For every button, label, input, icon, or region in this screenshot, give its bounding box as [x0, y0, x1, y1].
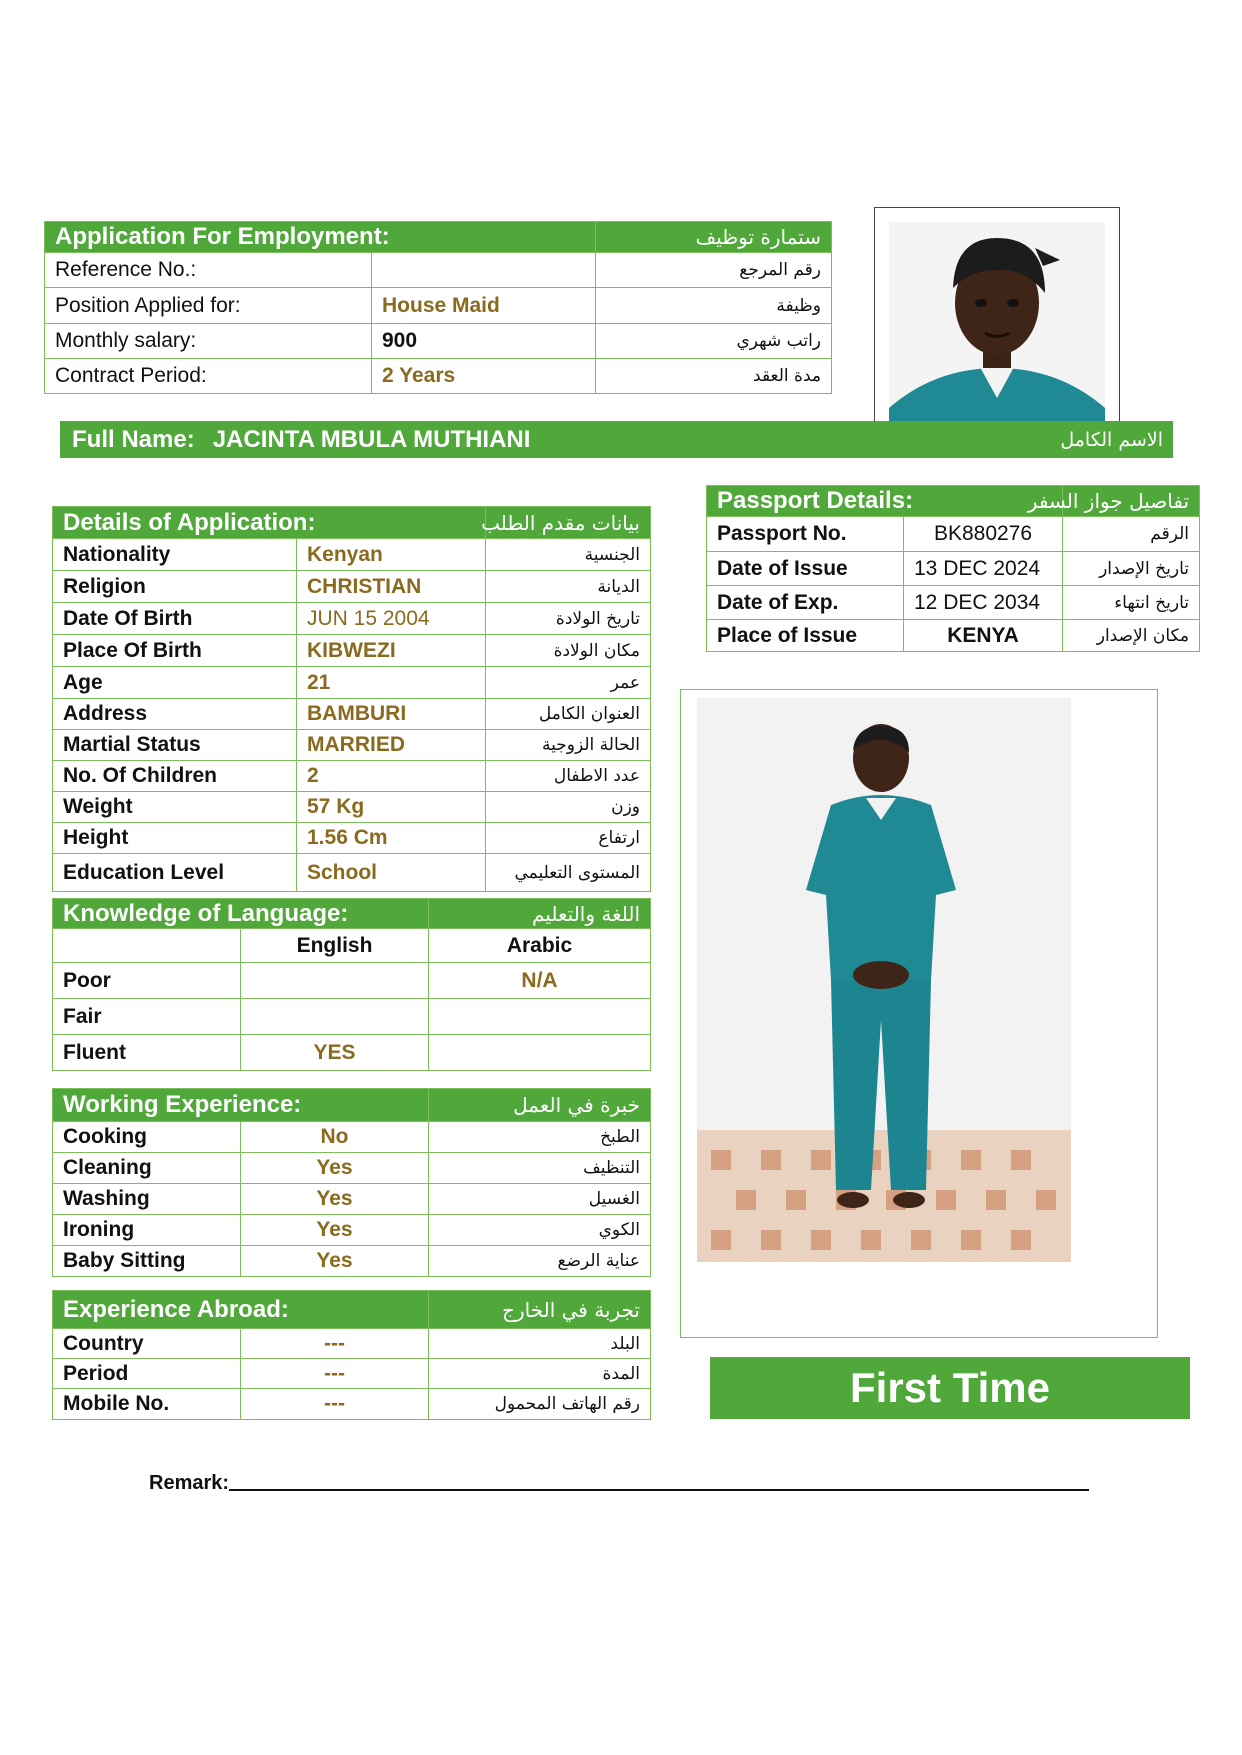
- employment-table: [44, 221, 832, 394]
- religion-label: Religion: [53, 571, 297, 603]
- expiry-date-value: 12 DEC 2034: [904, 586, 1063, 620]
- language-table: [52, 898, 651, 1071]
- cleaning-label: Cleaning: [53, 1153, 241, 1184]
- employment-title-ar: ستمارة توظيف: [596, 222, 832, 253]
- height-value: 1.56 Cm: [297, 823, 486, 854]
- details-table: [52, 506, 651, 892]
- salary-label: Monthly salary:: [45, 324, 372, 359]
- place-of-birth-value: KIBWEZI: [297, 635, 486, 667]
- baby-sitting-value: Yes: [241, 1246, 429, 1277]
- children-label-ar: عدد الاطفال: [486, 761, 651, 792]
- dob-value: JUN 15 2004: [297, 603, 486, 635]
- baby-sitting-label-ar: عناية الرضع: [429, 1246, 651, 1277]
- full-name-label: Full Name:: [72, 425, 195, 453]
- nationality-label-ar: الجنسية: [486, 539, 651, 571]
- expiry-date-label: Date of Exp.: [707, 586, 904, 620]
- age-value: 21: [297, 667, 486, 699]
- reference-label-ar: رقم المرجع: [596, 253, 832, 288]
- reference-value: [372, 253, 596, 288]
- washing-label-ar: الغسيل: [429, 1184, 651, 1215]
- first-time-banner: [710, 1357, 1190, 1419]
- remark-line[interactable]: [229, 1488, 1089, 1491]
- weight-label-ar: وزن: [486, 792, 651, 823]
- employment-title: Application For Employment:: [45, 222, 596, 253]
- country-value: ---: [241, 1329, 429, 1359]
- passport-table: [706, 485, 1200, 652]
- place-of-birth-label-ar: مكان الولادة: [486, 635, 651, 667]
- nationality-label: Nationality: [53, 539, 297, 571]
- height-label-ar: ارتفاع: [486, 823, 651, 854]
- religion-value: CHRISTIAN: [297, 571, 486, 603]
- washing-label: Washing: [53, 1184, 241, 1215]
- fluent-arabic: [429, 1035, 651, 1071]
- children-value: 2: [297, 761, 486, 792]
- weight-label: Weight: [53, 792, 297, 823]
- nationality-value: Kenyan: [297, 539, 486, 571]
- contract-value: 2 Years: [372, 359, 596, 394]
- language-title-ar: اللغة والتعليم: [429, 899, 651, 929]
- salary-value: 900: [372, 324, 596, 359]
- address-label: Address: [53, 699, 297, 730]
- marital-status-label: Martial Status: [53, 730, 297, 761]
- fair-arabic: [429, 999, 651, 1035]
- address-label-ar: العنوان الكامل: [486, 699, 651, 730]
- cooking-label-ar: الطبخ: [429, 1122, 651, 1153]
- full-name-label-ar: الاسم الكامل: [1060, 428, 1163, 451]
- mobile-label: Mobile No.: [53, 1389, 241, 1420]
- marital-status-value: MARRIED: [297, 730, 486, 761]
- marital-status-label-ar: الحالة الزوجية: [486, 730, 651, 761]
- first-time-text: First Time: [850, 1364, 1050, 1411]
- washing-value: Yes: [241, 1184, 429, 1215]
- abroad-title: Experience Abroad:: [53, 1291, 429, 1329]
- full-body-photo: [681, 690, 1157, 1337]
- salary-label-ar: راتب شهري: [596, 324, 832, 359]
- full-body-photo-frame: [680, 689, 1158, 1338]
- address-value: BAMBURI: [297, 699, 486, 730]
- remark-row: [149, 1463, 1089, 1495]
- place-of-issue-label: Place of Issue: [707, 620, 904, 652]
- height-label: Height: [53, 823, 297, 854]
- position-label-ar: وظيفة: [596, 288, 832, 324]
- mobile-label-ar: رقم الهاتف المحمول: [429, 1389, 651, 1420]
- cooking-label: Cooking: [53, 1122, 241, 1153]
- passport-title-ar: تفاصيل جواز السفر: [1063, 486, 1200, 517]
- english-header: English: [241, 929, 429, 963]
- fair-label: Fair: [53, 999, 241, 1035]
- education-label: Education Level: [53, 854, 297, 892]
- arabic-header: Arabic: [429, 929, 651, 963]
- mobile-value: ---: [241, 1389, 429, 1420]
- place-of-issue-label-ar: مكان الإصدار: [1063, 620, 1200, 652]
- cooking-value: No: [241, 1122, 429, 1153]
- expiry-date-label-ar: تاريخ انتهاء: [1063, 586, 1200, 620]
- abroad-table: [52, 1290, 651, 1420]
- experience-title: Working Experience:: [53, 1089, 429, 1122]
- fluent-english: YES: [241, 1035, 429, 1071]
- headshot-photo: [875, 208, 1119, 434]
- period-value: ---: [241, 1359, 429, 1389]
- fair-english: [241, 999, 429, 1035]
- contract-label: Contract Period:: [45, 359, 372, 394]
- issue-date-value: 13 DEC 2024: [904, 552, 1063, 586]
- headshot-photo-frame: [874, 207, 1120, 435]
- dob-label-ar: تاريخ الولادة: [486, 603, 651, 635]
- children-label: No. Of Children: [53, 761, 297, 792]
- dob-label: Date Of Birth: [53, 603, 297, 635]
- poor-english: [241, 963, 429, 999]
- ironing-label: Ironing: [53, 1215, 241, 1246]
- ironing-value: Yes: [241, 1215, 429, 1246]
- passport-no-label-ar: الرقم: [1063, 517, 1200, 552]
- details-title-ar: بيانات مقدم الطلب: [486, 507, 651, 539]
- issue-date-label-ar: تاريخ الإصدار: [1063, 552, 1200, 586]
- place-of-issue-value: KENYA: [904, 620, 1063, 652]
- weight-value: 57 Kg: [297, 792, 486, 823]
- passport-no-value: BK880276: [904, 517, 1063, 552]
- age-label-ar: عمر: [486, 667, 651, 699]
- religion-label-ar: الديانة: [486, 571, 651, 603]
- passport-title: Passport Details:: [707, 486, 1063, 517]
- reference-label: Reference No.:: [45, 253, 372, 288]
- age-label: Age: [53, 667, 297, 699]
- baby-sitting-label: Baby Sitting: [53, 1246, 241, 1277]
- position-value: House Maid: [372, 288, 596, 324]
- position-label: Position Applied for:: [45, 288, 372, 324]
- abroad-title-ar: تجربة في الخارج: [429, 1291, 651, 1329]
- country-label-ar: البلد: [429, 1329, 651, 1359]
- experience-title-ar: خبرة في العمل: [429, 1089, 651, 1122]
- ironing-label-ar: الكوي: [429, 1215, 651, 1246]
- passport-no-label: Passport No.: [707, 517, 904, 552]
- details-title: Details of Application:: [53, 507, 486, 539]
- full-name-bar: [60, 421, 1173, 458]
- full-name-value: JACINTA MBULA MUTHIANI: [212, 425, 531, 453]
- language-title: Knowledge of Language:: [53, 899, 429, 929]
- remark-label: Remark:: [149, 1472, 230, 1494]
- poor-label: Poor: [53, 963, 241, 999]
- fluent-label: Fluent: [53, 1035, 241, 1071]
- issue-date-label: Date of Issue: [707, 552, 904, 586]
- experience-table: [52, 1088, 651, 1277]
- education-value: School: [297, 854, 486, 892]
- poor-arabic: N/A: [429, 963, 651, 999]
- language-corner: [53, 929, 241, 963]
- cleaning-value: Yes: [241, 1153, 429, 1184]
- cleaning-label-ar: التنظيف: [429, 1153, 651, 1184]
- contract-label-ar: مدة العقد: [596, 359, 832, 394]
- country-label: Country: [53, 1329, 241, 1359]
- period-label: Period: [53, 1359, 241, 1389]
- period-label-ar: المدة: [429, 1359, 651, 1389]
- education-label-ar: المستوى التعليمي: [486, 854, 651, 892]
- place-of-birth-label: Place Of Birth: [53, 635, 297, 667]
